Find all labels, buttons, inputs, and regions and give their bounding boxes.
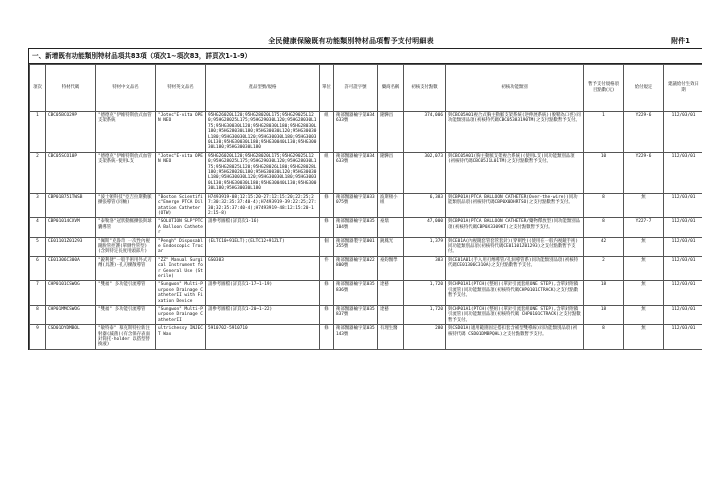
cell-code: CSD01DYDMBOL	[46, 325, 96, 350]
cell-zh-name: "泰勒洛"冠狀動脈擴張與球囊導管	[96, 218, 156, 237]
cell-model: 5910702-5910710	[206, 325, 320, 350]
cell-func: 與CE01A(內視鏡套管套管套針)(穿刺性)(使用在一般内視鏡手術)同功能類別品項(初核特代碼CE01101Z01293)之支付點數暫予支付。	[446, 237, 584, 256]
cell-points: 383	[404, 256, 446, 281]
cell-license: 衛部醫器輸字第034633號	[334, 112, 378, 153]
cell-rule: 無	[624, 325, 664, 350]
cell-model: 95HG26020L120;95HG28020L175;95HG29025L120;95HG28025L175;95HG29030L120;95HG28030L175;95HG30030L120;95HG28030L180;95HG28030L180;95HG28030L180;95HG30030L120;95HG30030L180;95HG30030L120;95HG30030L180;95HG30030L130;95HG30030L180;95HG30040L130;95HG30030L180;95HG30030L180	[206, 112, 320, 153]
col-rule: 給付規定	[624, 65, 664, 112]
cell-en-name: "Boston Scientific"Emerge PTCA Dilatation Catheter (OTW)	[156, 193, 206, 218]
cell-en-name: "Pengh" Disposable Endoscopic Trocar	[156, 237, 206, 256]
cell-unit: 組	[320, 152, 334, 193]
cell-model: (ELTC10+91ELT);(ELTC12+91ZLT)	[206, 237, 320, 256]
cell-date: 112/03/01	[664, 152, 702, 193]
cell-rule: 無	[624, 237, 664, 256]
cell-zh-name: "德德克"伊維特斯放式血管支架系統-使用L支	[96, 152, 156, 193]
cell-rule: 無	[624, 256, 664, 281]
col-amount: 暫予支付規格項目點數(元)	[584, 65, 624, 112]
cell-model: GS0303	[206, 256, 320, 281]
cell-func: 與CE01A01(手入用刃劑導管/孔洞導管系)同功能類別品項(初核特代碼CE01306C310A)之支付點數暫予支付。	[446, 256, 584, 281]
cell-no: 9	[30, 325, 46, 350]
cell-no: 5	[30, 237, 46, 256]
cell-func: 與CHP01A1(PTCH)(整組)(單針引流套組ONE STEP),含單針附鎖引流管)同功能類別品項(初核特代碼CHP0101CTRACK)之支付點數暫予支付。	[446, 281, 584, 306]
table-row	[30, 112, 702, 153]
cell-rule: 無	[624, 193, 664, 218]
cell-license: 衛部醫器輸字第034633號	[334, 152, 378, 193]
cell-unit: 件	[320, 256, 334, 281]
cell-code: CBP01B751TWSB	[46, 193, 96, 218]
cell-zh-name: "波士頓科技"亞吉拉斯動脈擴張導管(同軸)	[96, 193, 156, 218]
col-unit: 單位	[320, 65, 334, 112]
cell-date: 112/03/01	[664, 256, 702, 281]
cell-zh-name: "雙福" 多功能引流導管	[96, 281, 156, 306]
cell-unit: 條	[320, 218, 334, 237]
cell-zh-name: "德德克"伊維特斯放式血管支架系統	[96, 112, 156, 153]
items-table	[29, 64, 702, 350]
table-body	[30, 112, 702, 350]
cell-unit: 條	[320, 306, 334, 325]
table-row	[30, 193, 702, 218]
col-model: 產品型號/規格	[206, 65, 320, 112]
table-row	[30, 152, 702, 193]
cell-vendor: 隆驊昌	[378, 152, 404, 193]
cell-license: 衛部醫器輸字第035143號	[334, 325, 378, 350]
col-vendor: 藥商名稱	[378, 65, 404, 112]
cell-model: 請參考圖檔(詳頁次1-16)	[206, 218, 320, 237]
cell-points: 1,379	[404, 237, 446, 256]
cell-zh-name: "敏特泰" 慕克斯特拉新注射器(滅菌)(有含保存表面針筒托-holder 以搭型替換液)	[96, 325, 156, 350]
cell-unit: 組	[320, 112, 334, 153]
cell-amount: 10	[584, 152, 624, 193]
cell-model: 請參考圖檔(詳頁次1-20~1-22)	[206, 306, 320, 325]
cell-zh-name: "銳利捷"一般手術用外式刃劑(具護)-孔刃擴散導管	[96, 256, 156, 281]
cell-no: 6	[30, 256, 46, 281]
table-header-row	[30, 65, 702, 112]
cell-vendor: 銳鳳光	[378, 237, 404, 256]
cell-points: 302,073	[404, 152, 446, 193]
cell-func: 與CBC05A01複合式胸主動脈支架系統(逆伸展系統)(脫鞘為口徑)同功能類別品項(初核特代碼CBC05383190TM)之支付點數暫予支付。	[446, 112, 584, 153]
cell-amount: 18	[584, 306, 624, 325]
table-frame	[28, 48, 702, 350]
section-title: 一、新增既有功能類別特材品項共83項（項次1~項次83，詳頁次1-1-9）	[29, 49, 702, 64]
cell-date: 112/03/01	[664, 306, 702, 325]
cell-rule: Y229-6	[624, 152, 664, 193]
cell-no: 2	[30, 152, 46, 193]
cell-license: 衛部醫器輸字第035837號	[334, 306, 378, 325]
cell-points: 374,006	[404, 112, 446, 153]
cell-vendor: 豪鼎	[378, 218, 404, 237]
cell-license: 衛部醫器輸字第022800號	[334, 256, 378, 281]
cell-unit: 條	[320, 193, 334, 218]
cell-unit: 個	[320, 237, 334, 256]
cell-code: CBC05SCO10P	[46, 152, 96, 193]
col-en-name: 特材英文品名	[156, 65, 206, 112]
cell-license: 衛部醫器製字第001355號	[334, 237, 378, 256]
table-row	[30, 325, 702, 350]
cell-points: 1,720	[404, 281, 446, 306]
cell-rule: 無	[624, 281, 664, 306]
cell-amount: 2	[584, 256, 624, 281]
cell-en-name: "Jotec"E-vita OPEN NEO	[156, 112, 206, 153]
table-row	[30, 306, 702, 325]
cell-no: 8	[30, 306, 46, 325]
cell-zh-name: "佩斯"克魯奇 一次性內視鏡脫管控護(單側性管型)(含與特定長度用頭部片)	[96, 237, 156, 256]
cell-points: 6,383	[404, 193, 446, 218]
cell-date: 112/03/01	[664, 325, 702, 350]
cell-date: 112/03/01	[664, 218, 702, 237]
col-no: 項次	[30, 65, 46, 112]
cell-no: 3	[30, 193, 46, 218]
table-row	[30, 237, 702, 256]
cell-vendor: 有理生醫	[378, 325, 404, 350]
cell-license: 衛部醫器輸字第035104號	[334, 218, 378, 237]
cell-code: CE01101Z01293	[46, 237, 96, 256]
cell-code: CE01306C300A	[46, 256, 96, 281]
cell-code: CHP0101CSWOG	[46, 281, 96, 306]
cell-en-name: ultrichessy INJECT Wax	[156, 325, 206, 350]
annex-label: 附件1	[671, 37, 690, 45]
cell-vendor: 隆驊昌	[378, 112, 404, 153]
col-points: 初核支付點數	[404, 65, 446, 112]
cell-date: 112/03/01	[664, 237, 702, 256]
cell-points: 280	[404, 325, 446, 350]
cell-amount: 42	[584, 237, 624, 256]
cell-model: 請參考圖檔(詳頁次1-17~1-19)	[206, 281, 320, 306]
cell-en-name: "Sungwon" Multi-Purpose Drainage CatheterII with Fixation Device	[156, 281, 206, 306]
cell-code: CBC05BCO29P	[46, 112, 96, 153]
cell-func: 與CBP01A(PTCA BALLOON CATHETER(Over-the-wire))同功能類別品項(初核特代碼CBP0X0DHRTSO)之支付點數暫予支付。	[446, 193, 584, 218]
cell-rule: Y229-6	[624, 112, 664, 153]
cell-en-name: "ZZ" Manual Surgical Instrument for General Use (Sterile)	[156, 256, 206, 281]
cell-points: 47,000	[404, 218, 446, 237]
cell-license: 衛部醫器輸字第035836號	[334, 281, 378, 306]
cell-func: 與CBC05A01(胸主動脈支架複合系統)(使用L支)同功能類別品項(初核特代碼CBC05J1L01TM)之支付點數暫予支付。	[446, 152, 584, 193]
cell-vendor: 波斯頓小組	[378, 193, 404, 218]
cell-zh-name: "雙福" 多功能引流導管	[96, 306, 156, 325]
col-license: 許可證字號	[334, 65, 378, 112]
table-row	[30, 218, 702, 237]
cell-func: 與CBP01A(PTCA BALLOON CATHETER/藥物釋放型)同功能類別品項(初核特代碼CBP0X3309KT)之支付點數暫予支付。	[446, 218, 584, 237]
table-row	[30, 256, 702, 281]
cell-vendor: 達藝	[378, 306, 404, 325]
cell-date: 112/03/01	[664, 281, 702, 306]
cell-vendor: 達藝	[378, 281, 404, 306]
cell-func: 與CHP01A1(PTCH)(整組)(單針引流套組ONE STEP),含單針附鎖引流管)同功能類別品項(初核特代碼 CHP0101CTRACK)之支付點數暫予支付。	[446, 306, 584, 325]
cell-code: CBP01014CXVM	[46, 218, 96, 237]
col-date: 建議給付生效日期	[664, 65, 702, 112]
col-zh-name: 特材中文品名	[96, 65, 156, 112]
cell-amount: 8	[584, 193, 624, 218]
page-title: 全民健康保險既有功能類別特材品項暫予支付明細表	[268, 37, 434, 45]
cell-date: 112/03/01	[664, 112, 702, 153]
cell-rule: 無	[624, 306, 664, 325]
table-row	[30, 281, 702, 306]
cell-en-name: "SOLUTION SLP"PTCA Balloon Catheter	[156, 218, 206, 237]
col-code: 特材代碼	[46, 65, 96, 112]
cell-amount: 18	[584, 281, 624, 306]
cell-date: 112/03/01	[664, 193, 702, 218]
cell-no: 1	[30, 112, 46, 153]
cell-amount: 8	[584, 325, 624, 350]
cell-rule: Y227-7	[624, 218, 664, 237]
cell-code: CHP01MMCSWOG	[46, 306, 96, 325]
cell-model: 95HG26020L120;95HG28020L175;95HG29025L120;95HG28025L175;95HG29030L120;95HG28030L175;95HG28025L120;95HG28026L180;95HG28028L180;95HG28026L180;95HG30030L120;95HG30030L180;95HG30030L120;95HG30030L180;95HG30030L130;95HG30030L180;95HG30040L130;95HG30030L180;95HG30030L180	[206, 152, 320, 193]
cell-func: 與CSD01A(適用範圍固定搭扣套含補型雙導線)同功能類別品項(初核特代碼 CSD01DMBPQHL)之支付點數暫予支付。	[446, 325, 584, 350]
cell-unit: 條	[320, 281, 334, 306]
cell-model: H7493919-08;12:15:20-27:12:15:20;22:25;27:30:32:35:37:40-4);H7493919-39:22:25;27:30;32:35:37:40-4);H7493919-48:12:15:20-12:15-8)	[206, 193, 320, 218]
cell-unit: 條	[320, 325, 334, 350]
cell-amount: 1	[584, 112, 624, 153]
cell-en-name: "Sungwon" Multi-Purpose Drainage CatheterII	[156, 306, 206, 325]
cell-no: 4	[30, 218, 46, 237]
cell-no: 7	[30, 281, 46, 306]
cell-amount: 8	[584, 218, 624, 237]
cell-license: 衛部醫器輸字第033075號	[334, 193, 378, 218]
cell-en-name: "Jotec"E-vita OPEN NEO	[156, 152, 206, 193]
cell-points: 1,720	[404, 306, 446, 325]
cell-vendor: 豪鈞醫學	[378, 256, 404, 281]
col-func: 初核功能類別	[446, 65, 584, 112]
